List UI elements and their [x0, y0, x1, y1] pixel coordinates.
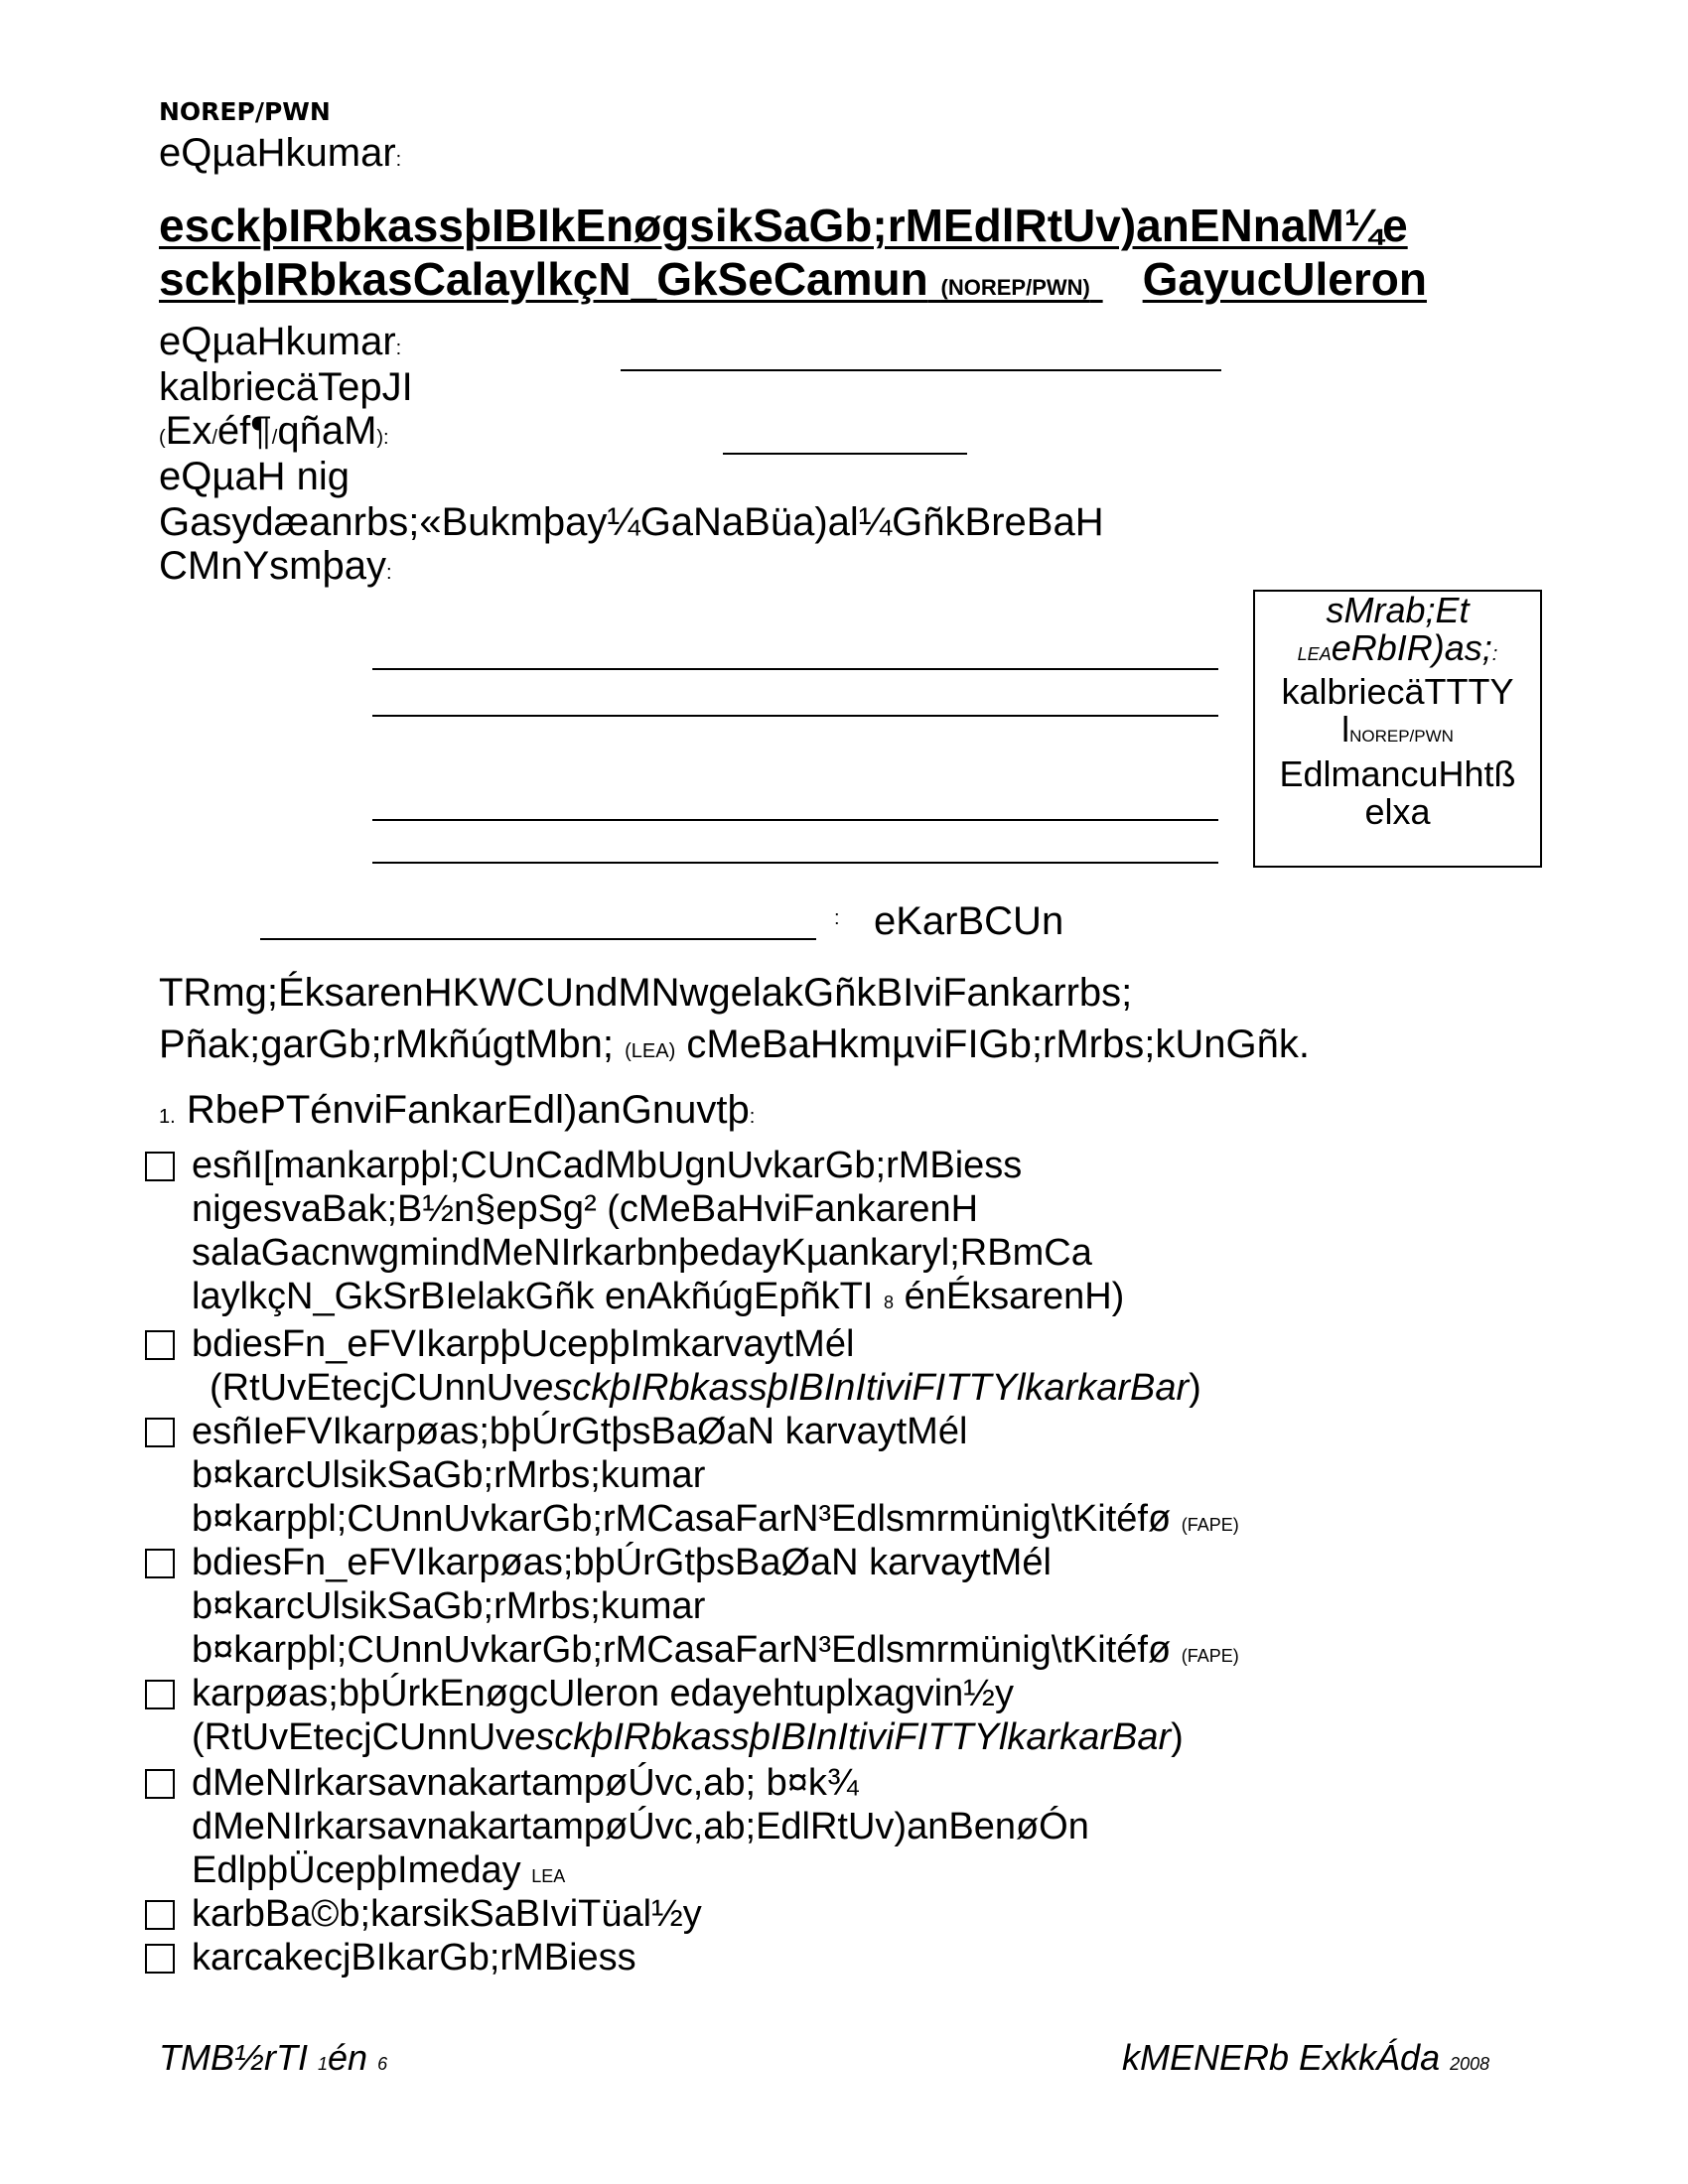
option-item-6: dMeNIrkarsavnakartampøÚvc,ab; b¤k¾ dMeNIrkarsavnakartampøÚvc,ab;EdlRtUv)anBenøÓn EdlpþÜcepþImeday LEA: [192, 1762, 1089, 1891]
option-item-3: esñIeFVIkarpøas;bþÚrGtþsBaØaN karvaytMél b¤karcUlsikSaGb;rMrbs;kumar b¤karpþl;CUnnUvkarGb;rMCasaFarN³Edlsmrmünig\tKitéfø (FAPE): [192, 1411, 1239, 1540]
address-field-3[interactable]: [372, 819, 1218, 821]
lea-use-box: [1253, 590, 1542, 868]
option-item-5: karpøas;bþÚrkEnøgcUleron edayehtuplxagvin½y (RtUvEtecjCUnnUvesckþIRbkassþIBInItiviFITTYlkarkarBar): [192, 1673, 1184, 1758]
checkbox-item-1[interactable]: [145, 1152, 175, 1181]
address-field-2[interactable]: [372, 715, 1218, 717]
checkbox-item-4[interactable]: [145, 1549, 175, 1578]
address-field-1[interactable]: [372, 668, 1218, 670]
option-item-7: karbBa©b;karsikSaBIviTüal½y: [192, 1893, 702, 1935]
lea-box-line6: elxa: [1364, 791, 1431, 832]
subject-label: eQµaHkumar:: [159, 131, 402, 175]
page-title-line2: sckþIRbkasCalaylkçN_GkSeCamun (NOREP/PWN) GayucUleron: [159, 253, 1427, 305]
date-format-label: (Ex/éf¶/qñaM):: [159, 409, 389, 453]
option-item-4: bdiesFn_eFVIkarpøas;bþÚrGtþsBaØaN karvaytMél b¤karcUlsikSaGb;rMrbs;kumar b¤karpþl;CUnnUvkarGb;rMCasaFarN³Edlsmrmünig\tKitéfø (FAPE): [192, 1542, 1239, 1671]
option-item-8: karcakecjBIkarGb;rMBiess: [192, 1937, 636, 1979]
lea-box-line3: kalbriecäTTTY: [1281, 671, 1514, 712]
child-name-label: eQµaHkumar:: [159, 320, 402, 363]
parent-name-label: eQµaH nig: [159, 455, 351, 498]
checkbox-item-7[interactable]: [145, 1900, 175, 1930]
district-field[interactable]: [260, 938, 816, 940]
lea-box-line2: LEAeRbIR)as;:: [1297, 627, 1498, 668]
page-number: TMB½rTI 1én 6: [159, 2037, 388, 2078]
intro-line2: Pñak;garGb;rMkñúgtMbn; (LEA) cMeBaHkmµviFIGb;rMrbs;kUnGñk.: [159, 1023, 1310, 1066]
district-colon: :: [834, 907, 840, 929]
address-field-4[interactable]: [372, 862, 1218, 864]
checkbox-item-6[interactable]: [145, 1769, 175, 1799]
checkbox-item-8[interactable]: [145, 1944, 175, 1974]
intro-line1: TRmg;ÉksarenHKWCUndMNwgelakGñkBIviFankarrbs;: [159, 971, 1133, 1015]
date-field[interactable]: [723, 453, 967, 455]
footer-edition: kMENERb ExkkÁda 2008: [1122, 2037, 1490, 2078]
district-label: eKarBCUn: [874, 899, 1064, 943]
address-label-line1: Gasydæanrbs;«Bukmþay¼GaNaBüa)al¼GñkBreBaH: [159, 500, 1104, 544]
lea-box-line5: EdlmancuHhtß: [1279, 753, 1516, 794]
page-title-line1: esckþIRbkassþIBIkEnøgsikSaGb;rMEdlRtUv)anENnaM¼e: [159, 200, 1408, 251]
option-item-2: bdiesFn_eFVIkarpþUcepþImkarvaytMél (RtUvEtecjCUnnUvesckþIRbkassþIBInItiviFITTYlkarkarBar): [192, 1323, 1201, 1409]
child-name-field[interactable]: [621, 369, 1221, 371]
checkbox-item-2[interactable]: [145, 1330, 175, 1360]
checkbox-item-5[interactable]: [145, 1680, 175, 1709]
lea-box-line4: lNOREP/PWN: [1341, 709, 1454, 750]
section1-heading: 1. RbePTénviFankarEdl)anGnuvtþ:: [159, 1088, 756, 1132]
date-label: kalbriecäTepJI: [159, 365, 413, 409]
form-code: NOREP/PWN: [159, 97, 331, 126]
checkbox-item-3[interactable]: [145, 1418, 175, 1447]
option-item-1: esñI[mankarpþl;CUnCadMbUgnUvkarGb;rMBiess nigesvaBak;B½n§epSg² (cMeBaHviFankarenH salaGacnwgmindMeNIrkarbnþedayKµankaryl;RBmCa laylkçN_GkSrBIelakGñk enAkñúgEpñkTI 8 énÉksarenH): [192, 1145, 1125, 1317]
lea-box-line1: sMrab;Et: [1326, 590, 1470, 630]
address-label-line2: CMnYsmþay:: [159, 544, 392, 588]
